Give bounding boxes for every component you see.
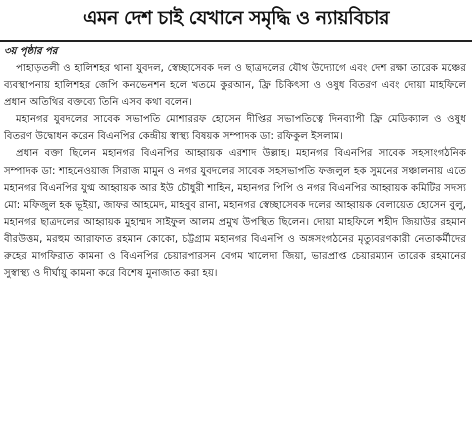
headline-bar (0, 0, 472, 42)
paragraph-2: মহানগর যুবদলের সাবেক সভাপতি মোশাররফ হোসেন দীপ্তির সভাপতিত্বে দিনব্যাপী ফ্রি মেডিক্যাল ও ওষুধ বিতরণ উদ্বোধন করেন বিএনপির কেন্দ্রীয় স্বাস্থ্য বিষয়ক সম্পাদক ডা: রফিকুল ইসলাম। (4, 114, 466, 143)
paragraph-1: পাহাড়তলী ও হালিশহর থানা যুবদল, স্বেচ্ছাসেবক দল ও ছাত্রদলের যৌথ উদ্যোগে এবং দেশ রক্ষা তারেক মঞ্চের ব্যবস্থাপনায় হালিশহর জেপি কনভেনশন হলে খতমে কুরআন, ফ্রি চিকিৎসা ও ওষুধ বিতরণ এবং দোয়া মাহফিলে প্রধান অতিথির বক্তব্যে তিনি এসব কথা বলেন। (4, 63, 466, 109)
article-body (4, 60, 466, 282)
continued-from-label: ৩য় পৃষ্ঠার পর (4, 46, 58, 57)
headline: এমন দেশ চাই যেখানে সমৃদ্ধি ও ন্যায়বিচার (83, 7, 389, 29)
paragraph-3: প্রধান বক্তা ছিলেন মহানগর বিএনপির আহ্বায়ক এরশাদ উল্লাহ। মহানগর বিএনপির সাবেক সহসাংগঠনিক সম্পাদক ডা: শাহনেওয়াজ সিরাজ মামুন ও নগর যুবদলের সাবেক সহসভাপতি ফজলুল হক সুমনের সঞ্চালনায় এতে মহানগর বিএনপির যুগ্ম আহ্বায়ক আর ইউ চৌধুরী শাহিন, মহানগর পিপি ও নগর বিএনপির আহ্বায়ক কমিটির সদস্য মো: মফিজুল হক ভূইয়া, জাফর আহমেদ, মাহবুব রানা, মহানগর স্বেচ্ছাসেবক দলের আহ্বায়ক বেলায়েত হোসেন বুলু, মহানগর ছাত্রদলের আহ্বায়ক মুহাম্মদ সাইফুল আলম প্রমুখ উপস্থিত ছিলেন। দোয়া মাহফিলে শহীদ জিয়াউর রহমান বীরউত্তম, মরহুম আরাফাত রহমান কোকো, চট্টগ্রাম মহানগর বিএনপি ও অঙ্গসংগঠনের মৃত্যুবরণকারী নেতাকর্মীদের রুহের মাগফিরাত কামনা ও বিএনপির চেয়ারপারসন বেগম খালেদা জিয়া, ভারপ্রাপ্ত চেয়ারম্যান তারেক রহমানের সুস্বাস্থ্য ও দীর্ঘায়ু কামনা করে বিশেষ মুনাজাত করা হয়। (4, 148, 466, 280)
